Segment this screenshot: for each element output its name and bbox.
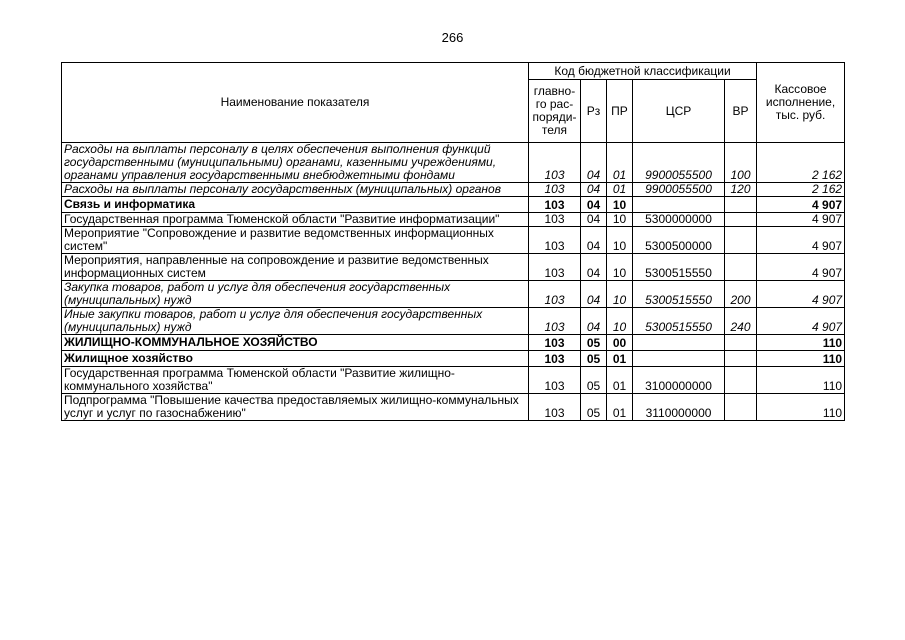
- cell-rz: 04: [581, 281, 607, 308]
- cell-csr: 3100000000: [633, 367, 725, 394]
- cell-pr: 10: [607, 197, 633, 213]
- cell-rz: 04: [581, 254, 607, 281]
- cell-rz: 04: [581, 143, 607, 183]
- cell-glav: 103: [529, 351, 581, 367]
- cell-glav: 103: [529, 281, 581, 308]
- cell-pr: 10: [607, 213, 633, 227]
- cell-glav: 103: [529, 197, 581, 213]
- cell-rz: 05: [581, 335, 607, 351]
- header-vr: ВР: [725, 80, 757, 143]
- table-row: [62, 227, 845, 254]
- table-row: [62, 308, 845, 335]
- cell-pr: 01: [607, 351, 633, 367]
- table-row: [62, 367, 845, 394]
- cell-rz: 04: [581, 197, 607, 213]
- cell-amount: 4 907: [757, 281, 845, 308]
- cell-amount: 4 907: [757, 254, 845, 281]
- cell-pr: 00: [607, 335, 633, 351]
- cell-vr: [725, 213, 757, 227]
- header-glav: главно-го рас-поряди-теля: [529, 80, 581, 143]
- cell-csr: 5300500000: [633, 227, 725, 254]
- cell-pr: 01: [607, 394, 633, 421]
- cell-csr: 3110000000: [633, 394, 725, 421]
- cell-name: Иные закупки товаров, работ и услуг для обеспечения государственных (муниципальных) нужд: [62, 308, 529, 335]
- cell-vr: 120: [725, 183, 757, 197]
- cell-name: Государственная программа Тюменской области "Развитие жилищно-коммунального хозяйства": [62, 367, 529, 394]
- header-pr: ПР: [607, 80, 633, 143]
- cell-vr: 200: [725, 281, 757, 308]
- cell-amount: 2 162: [757, 143, 845, 183]
- cell-pr: 10: [607, 308, 633, 335]
- cell-csr: 9900055500: [633, 143, 725, 183]
- cell-name: Жилищное хозяйство: [62, 351, 529, 367]
- cell-rz: 04: [581, 183, 607, 197]
- cell-csr: [633, 197, 725, 213]
- cell-glav: 103: [529, 367, 581, 394]
- cell-rz: 05: [581, 394, 607, 421]
- table-row: [62, 335, 845, 351]
- cell-vr: [725, 197, 757, 213]
- table-row: [62, 254, 845, 281]
- cell-glav: 103: [529, 213, 581, 227]
- cell-vr: [725, 394, 757, 421]
- cell-pr: 01: [607, 143, 633, 183]
- cell-name: Мероприятия, направленные на сопровождение и развитие ведомственных информационных систем: [62, 254, 529, 281]
- cell-amount: 4 907: [757, 197, 845, 213]
- cell-rz: 04: [581, 308, 607, 335]
- table-row: [62, 351, 845, 367]
- cell-name: Связь и информатика: [62, 197, 529, 213]
- cell-name: Подпрограмма "Повышение качества предоставляемых жилищно-коммунальных услуг и услуг по газоснабжению": [62, 394, 529, 421]
- cell-amount: 110: [757, 394, 845, 421]
- cell-csr: 5300000000: [633, 213, 725, 227]
- header-amount: Кассовое исполнение, тыс. руб.: [757, 63, 845, 143]
- header-budget-code-group: Код бюджетной классификации: [529, 63, 757, 80]
- cell-pr: 10: [607, 227, 633, 254]
- cell-rz: 05: [581, 367, 607, 394]
- cell-name: ЖИЛИЩНО-КОММУНАЛЬНОЕ ХОЗЯЙСТВО: [62, 335, 529, 351]
- header-csr: ЦСР: [633, 80, 725, 143]
- header-name: Наименование показателя: [62, 63, 529, 143]
- cell-vr: 100: [725, 143, 757, 183]
- cell-name: Расходы на выплаты персоналу государственных (муниципальных) органов: [62, 183, 529, 197]
- table-row: [62, 197, 845, 213]
- cell-glav: 103: [529, 143, 581, 183]
- cell-csr: 9900055500: [633, 183, 725, 197]
- cell-vr: [725, 227, 757, 254]
- cell-name: Государственная программа Тюменской области "Развитие информатизации": [62, 213, 529, 227]
- cell-rz: 05: [581, 351, 607, 367]
- cell-csr: 5300515550: [633, 281, 725, 308]
- cell-vr: [725, 335, 757, 351]
- cell-rz: 04: [581, 213, 607, 227]
- table-body: [62, 143, 845, 421]
- cell-vr: [725, 254, 757, 281]
- page-number: 266: [441, 30, 464, 45]
- cell-vr: [725, 367, 757, 394]
- cell-name: Закупка товаров, работ и услуг для обеспечения государственных (муниципальных) нужд: [62, 281, 529, 308]
- table-row: [62, 213, 845, 227]
- cell-csr: 5300515550: [633, 308, 725, 335]
- cell-rz: 04: [581, 227, 607, 254]
- table-row: [62, 394, 845, 421]
- cell-amount: 110: [757, 335, 845, 351]
- cell-pr: 10: [607, 254, 633, 281]
- cell-pr: 01: [607, 367, 633, 394]
- cell-glav: 103: [529, 394, 581, 421]
- cell-pr: 01: [607, 183, 633, 197]
- cell-amount: 2 162: [757, 183, 845, 197]
- cell-amount: 110: [757, 367, 845, 394]
- budget-table: [61, 62, 845, 421]
- cell-amount: 4 907: [757, 227, 845, 254]
- cell-glav: 103: [529, 227, 581, 254]
- header-rz: Рз: [581, 80, 607, 143]
- cell-pr: 10: [607, 281, 633, 308]
- cell-amount: 4 907: [757, 213, 845, 227]
- table-row: [62, 143, 845, 183]
- cell-name: Расходы на выплаты персоналу в целях обеспечения выполнения функций государственными (муниципальными) органами, казенными учреждениями, органами управления государственными внебюджетными фондами: [62, 143, 529, 183]
- cell-vr: 240: [725, 308, 757, 335]
- cell-glav: 103: [529, 254, 581, 281]
- cell-csr: [633, 335, 725, 351]
- table-row: [62, 281, 845, 308]
- cell-glav: 103: [529, 335, 581, 351]
- cell-name: Мероприятие "Сопровождение и развитие ведомственных информационных систем": [62, 227, 529, 254]
- cell-amount: 110: [757, 351, 845, 367]
- cell-vr: [725, 351, 757, 367]
- cell-glav: 103: [529, 183, 581, 197]
- table-row: [62, 183, 845, 197]
- cell-csr: [633, 351, 725, 367]
- cell-amount: 4 907: [757, 308, 845, 335]
- cell-glav: 103: [529, 308, 581, 335]
- cell-csr: 5300515550: [633, 254, 725, 281]
